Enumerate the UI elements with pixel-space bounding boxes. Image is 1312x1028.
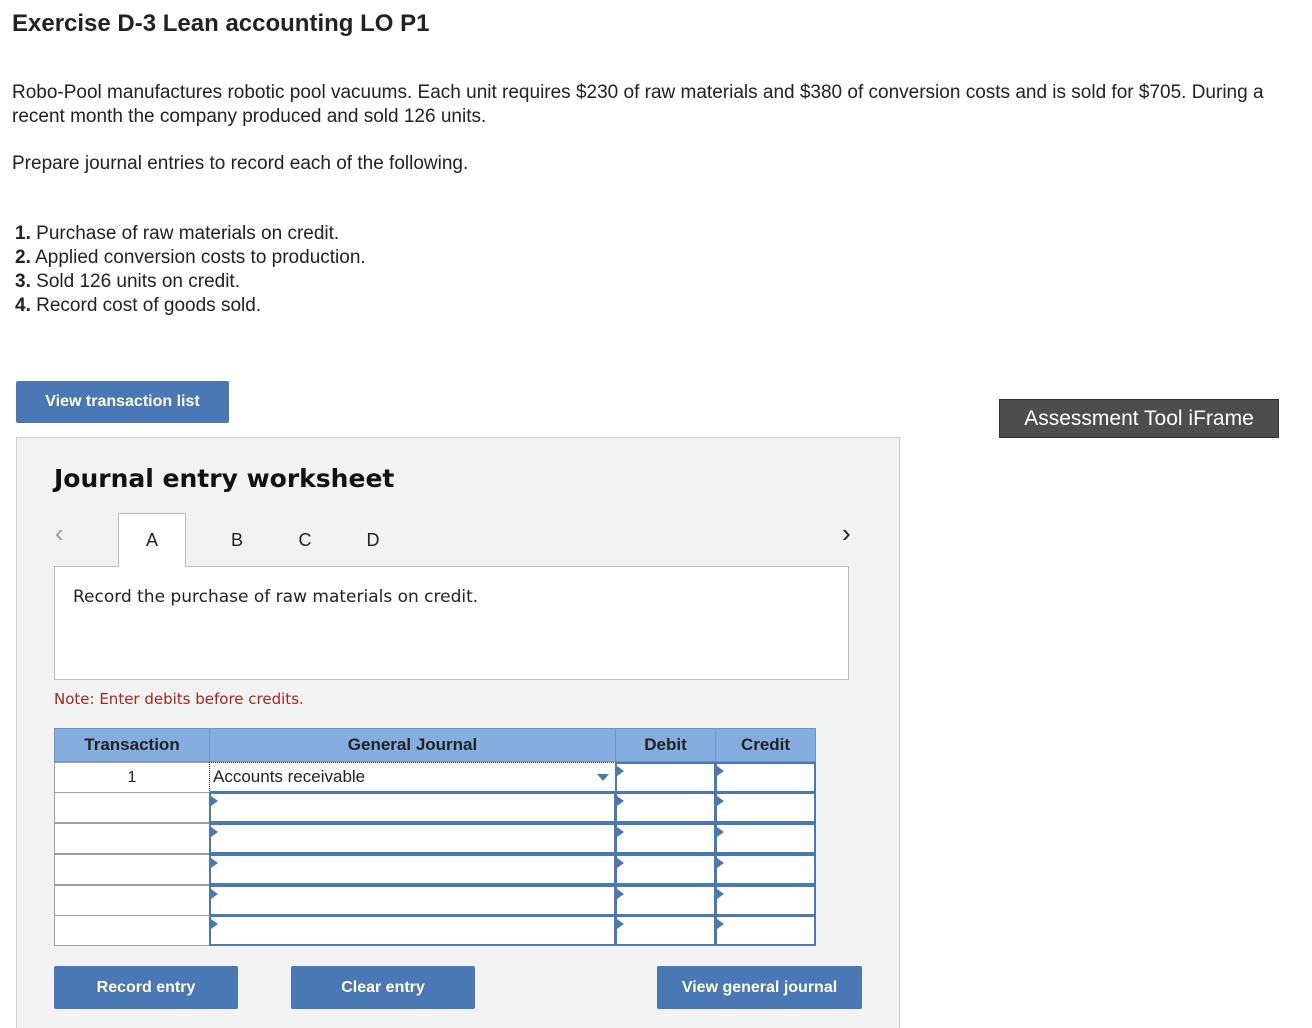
column-header-debit: Debit: [615, 728, 716, 762]
instruction-text: Record the purchase of raw materials on credit.: [73, 587, 479, 607]
problem-intro: Robo-Pool manufactures robotic pool vacuums. Each unit requires $230 of raw materials and $380 of conversion costs and is sold for $705. During a recent month the company produced and sold 126 units.: [12, 82, 1264, 127]
table-row-transaction: [54, 792, 210, 823]
table-row-transaction: [54, 823, 210, 854]
record-entry-button[interactable]: Record entry: [54, 966, 238, 1009]
step-item: [15, 246, 366, 270]
column-header-general-journal: General Journal: [209, 728, 616, 762]
input-marker-icon: [617, 858, 624, 868]
input-marker-icon: [211, 858, 218, 868]
step-item: [15, 222, 366, 246]
entry-note: Note: Enter debits before credits.: [54, 690, 304, 708]
step-number: 3.: [15, 271, 31, 292]
input-marker-icon: [717, 889, 724, 899]
debit-input[interactable]: [615, 885, 716, 916]
clear-entry-button[interactable]: Clear entry: [291, 966, 475, 1009]
step-text: Sold 126 units on credit.: [36, 271, 240, 292]
tab-d[interactable]: D: [366, 529, 380, 550]
entry-instruction: [54, 566, 849, 680]
chevron-right-icon[interactable]: ›: [842, 518, 851, 548]
account-select[interactable]: [209, 762, 616, 793]
credit-input[interactable]: [715, 915, 816, 946]
step-item: [15, 270, 366, 294]
step-number: 4.: [15, 295, 31, 316]
column-header-credit: Credit: [715, 728, 816, 762]
view-transaction-list-button[interactable]: View transaction list: [16, 381, 229, 423]
account-select[interactable]: [209, 854, 616, 885]
journal-entry-worksheet: [16, 437, 900, 1028]
input-marker-icon: [617, 827, 624, 837]
table-row-transaction: [54, 885, 210, 916]
credit-input[interactable]: [715, 854, 816, 885]
table-row-transaction: [54, 854, 210, 885]
chevron-left-icon[interactable]: ‹: [55, 518, 64, 548]
tab-b[interactable]: B: [230, 529, 243, 550]
debit-input[interactable]: [615, 915, 716, 946]
steps-list: [15, 222, 366, 318]
caret-down-icon[interactable]: [597, 774, 609, 781]
input-marker-icon: [617, 889, 624, 899]
debit-input[interactable]: [615, 762, 716, 793]
input-marker-icon: [617, 919, 624, 929]
input-marker-icon: [211, 796, 218, 806]
credit-input[interactable]: [715, 885, 816, 916]
tab-a[interactable]: A: [118, 513, 186, 567]
assessment-tool-label: Assessment Tool iFrame: [999, 399, 1279, 438]
credit-input[interactable]: [715, 762, 816, 793]
input-marker-icon: [211, 889, 218, 899]
account-select[interactable]: [209, 823, 616, 854]
input-marker-icon: [211, 827, 218, 837]
step-number: 2.: [15, 247, 31, 268]
input-marker-icon: [717, 766, 724, 776]
debit-input[interactable]: [615, 854, 716, 885]
input-marker-icon: [211, 919, 218, 929]
tab-c[interactable]: C: [298, 529, 312, 550]
exercise-title: Exercise D-3 Lean accounting LO P1: [12, 10, 430, 37]
input-marker-icon: [717, 858, 724, 868]
step-number: 1.: [15, 223, 31, 244]
column-header-transaction: Transaction: [54, 728, 210, 762]
input-marker-icon: [717, 796, 724, 806]
worksheet-title: Journal entry worksheet: [54, 464, 395, 493]
step-text: Applied conversion costs to production.: [35, 247, 366, 268]
table-row-transaction: 1: [54, 762, 210, 793]
table-row-transaction: [54, 915, 210, 946]
input-marker-icon: [717, 827, 724, 837]
input-marker-icon: [617, 796, 624, 806]
step-item: [15, 294, 366, 318]
credit-input[interactable]: [715, 792, 816, 823]
step-text: Record cost of goods sold.: [36, 295, 262, 316]
account-select[interactable]: [209, 885, 616, 916]
input-marker-icon: [717, 919, 724, 929]
credit-input[interactable]: [715, 823, 816, 854]
account-select[interactable]: [209, 915, 616, 946]
account-select[interactable]: [209, 792, 616, 823]
account-value: Accounts receivable: [213, 767, 366, 786]
debit-input[interactable]: [615, 823, 716, 854]
debit-input[interactable]: [615, 792, 716, 823]
view-general-journal-button[interactable]: View general journal: [657, 966, 862, 1009]
problem-prompt: Prepare journal entries to record each of the following.: [12, 153, 469, 174]
input-marker-icon: [617, 766, 624, 776]
step-text: Purchase of raw materials on credit.: [36, 223, 340, 244]
